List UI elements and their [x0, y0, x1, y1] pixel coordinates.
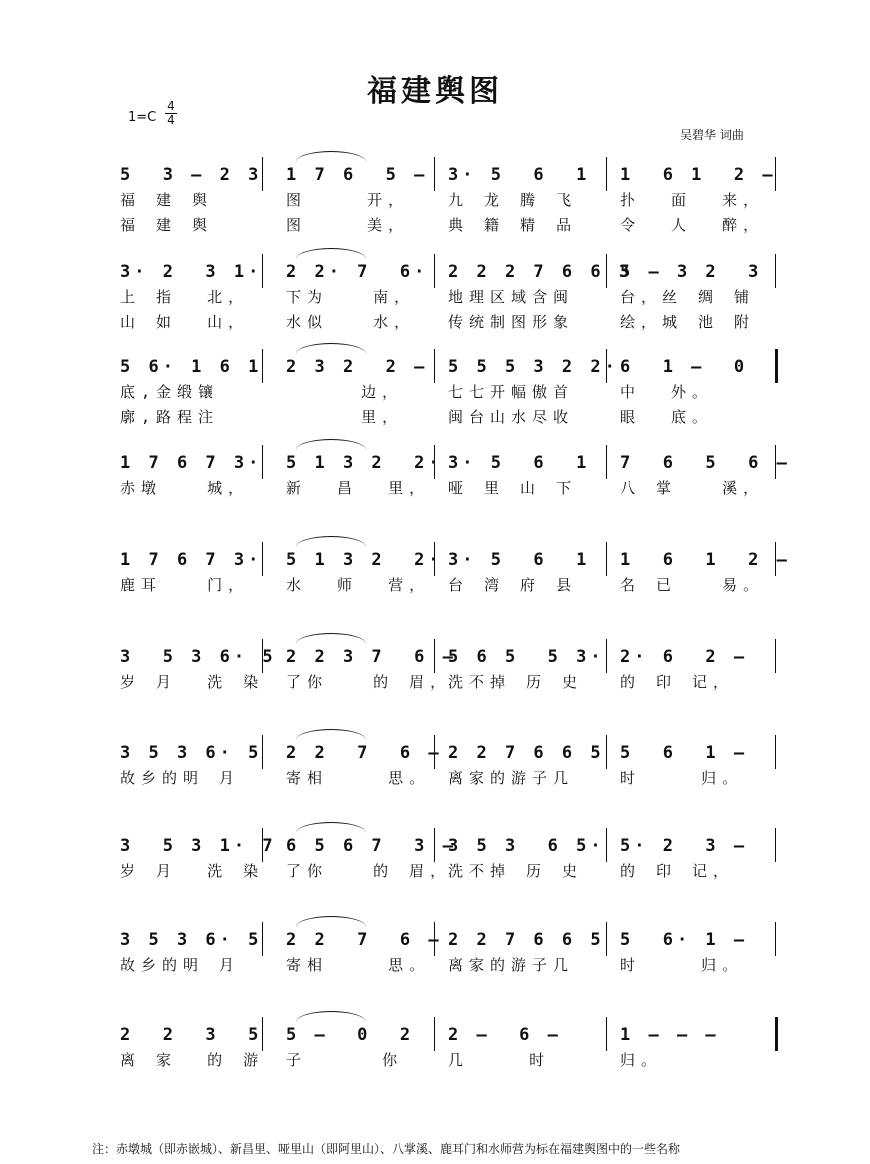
lyric-segment: 名 已 易。 [620, 576, 765, 594]
lyric-segment: 地理区域含闽 [448, 288, 575, 306]
measure-notes: 7 6 5 6 – [620, 453, 791, 473]
lyric-segment: 闽台山水尽收 [448, 408, 575, 426]
lyric-segment: 岁 月 洗 染 [120, 673, 265, 691]
lyric-segment: 底,金缎镶 [120, 383, 220, 401]
measure-notes: 1 7 6 5 – [286, 165, 429, 185]
measure-notes: 1 7 6 7 3· [120, 550, 263, 570]
measure-notes: 3 5 3 6· 5 [120, 743, 263, 763]
key-signature: 1=C [128, 110, 157, 125]
bar-line [606, 1017, 607, 1051]
notes-line [0, 262, 870, 286]
lyric-segment: 台，丝 绸 铺 [620, 288, 756, 306]
lyric-segment: 山 如 山， [120, 313, 250, 331]
bar-line [606, 349, 607, 383]
lyric-segment: 令 人 醉， [620, 216, 765, 234]
lyric-segment: 故乡的明 月 [120, 956, 241, 974]
measure-notes: 2· 6 2 – [620, 647, 749, 667]
lyric-segment: 传统制图形象 [448, 313, 575, 331]
measure-notes: 5 1 3 2 2· [286, 550, 443, 570]
lyric-segment: 福 建 舆 [120, 191, 214, 209]
notes-line [0, 743, 870, 767]
lyric-segment: 离家的游子几 [448, 769, 575, 787]
notes-line [0, 453, 870, 477]
notes-line [0, 165, 870, 189]
time-signature-top: 4 [165, 100, 177, 114]
slur-mark [296, 536, 366, 547]
measure-notes: 2 3 2 2 – [286, 357, 429, 377]
lyric-segment: 离 家 的 游 [120, 1051, 265, 1069]
bar-line [434, 445, 435, 479]
measure-notes: 2 2 7 6 – [286, 743, 443, 763]
measure-notes: 3 5 3 6· 5 [120, 647, 277, 667]
lyric-segment: 图 开， [286, 191, 410, 209]
measure-notes: 5 1 3 2 2· [286, 453, 443, 473]
bar-line [434, 639, 435, 673]
lyric-segment: 了你 的 眉， [286, 673, 452, 691]
bar-line [262, 1017, 263, 1051]
lyric-segment: 九 龙 腾 飞 [448, 191, 578, 209]
slur-mark [296, 822, 366, 833]
slur-mark [296, 439, 366, 450]
song-title: 福建舆图 [367, 74, 503, 109]
slur-mark [296, 729, 366, 740]
bar-line [775, 445, 776, 479]
lyric-segment: 下为 南， [286, 288, 416, 306]
bar-line [606, 542, 607, 576]
lyric-segment: 七七开幅傲首 [448, 383, 575, 401]
bar-line [775, 254, 776, 288]
measure-notes: 5· 2 3 – [620, 836, 749, 856]
measure-notes: 5 6 5 5 3· [448, 647, 605, 667]
measure-notes: 5 – 3 2 3 [620, 262, 763, 282]
notes-line [0, 357, 870, 381]
bar-line [606, 735, 607, 769]
bar-line [262, 445, 263, 479]
bar-line [606, 254, 607, 288]
lyric-segment: 赤墩 城， [120, 479, 250, 497]
measure-notes: 1 – – – [620, 1025, 720, 1045]
lyric-segment: 鹿耳 门， [120, 576, 250, 594]
bar-line [434, 828, 435, 862]
measure-notes: 5 3 – 2 3 [120, 165, 263, 185]
bar-line [434, 542, 435, 576]
lyric-segment: 寄相 思。 [286, 769, 431, 787]
bar-line [775, 735, 776, 769]
bar-line [262, 254, 263, 288]
notes-line [0, 550, 870, 574]
measure-notes: 1 6 1 2 – [620, 165, 777, 185]
lyric-segment: 哑 里 山 下 [448, 479, 578, 497]
measure-notes: 3 5 3 6 5· [448, 836, 605, 856]
measure-notes: 3 5 3 6· 5 [120, 930, 263, 950]
bar-line [775, 922, 776, 956]
bar-line [262, 735, 263, 769]
lyric-segment: 边， [286, 383, 404, 401]
lyric-segment: 了你 的 眉， [286, 862, 452, 880]
measure-notes: 2 2 7 6 6 5 [448, 743, 605, 763]
measure-notes: 3· 2 3 1· [120, 262, 263, 282]
bar-line [775, 542, 776, 576]
measure-notes: 5 6· 1 – [620, 930, 749, 950]
lyric-segment: 时 归。 [620, 769, 744, 787]
footnote: 注：赤墩城（即赤嵌城）、新昌里、哑里山（即阿里山）、八掌溪、鹿耳门和水师营为标在福建舆图中的一些名称 [92, 1142, 681, 1156]
measure-notes: 3· 5 6 1 [448, 165, 591, 185]
lyric-segment: 水 师 营， [286, 576, 431, 594]
measure-notes: 3· 5 6 1 [448, 550, 591, 570]
measure-notes: 2 2 7 6 6 5 [448, 930, 605, 950]
lyric-segment: 的 印 记， [620, 862, 735, 880]
measure-notes: 6 1 – 0 [620, 357, 749, 377]
measure-notes: 5 5 5 3 2 2· [448, 357, 619, 377]
measure-notes: 1 7 6 7 3· [120, 453, 263, 473]
lyric-segment: 故乡的明 月 [120, 769, 241, 787]
bar-line [775, 157, 776, 191]
lyric-segment: 绘，城 池 附 [620, 313, 756, 331]
lyric-segment: 水似 水， [286, 313, 416, 331]
lyric-segment: 福 建 舆 [120, 216, 214, 234]
lyric-segment: 几 时 [448, 1051, 551, 1069]
slur-mark [296, 151, 366, 162]
lyric-segment: 廓,路程注 [120, 408, 220, 426]
lyric-segment: 新 昌 里， [286, 479, 431, 497]
measure-notes: 2 2 3 5 [120, 1025, 263, 1045]
lyric-segment: 洗不掉 历 史 [448, 862, 584, 880]
bar-line [262, 157, 263, 191]
lyric-segment: 时 归。 [620, 956, 744, 974]
bar-line [775, 349, 778, 383]
lyric-segment: 寄相 思。 [286, 956, 431, 974]
notes-line [0, 1025, 870, 1049]
bar-line [434, 157, 435, 191]
measure-notes: 3 5 3 1· 7 [120, 836, 277, 856]
bar-line [606, 157, 607, 191]
bar-line [262, 828, 263, 862]
bar-line [434, 1017, 435, 1051]
bar-line [606, 445, 607, 479]
lyric-segment: 扑 面 来， [620, 191, 765, 209]
measure-notes: 6 5 6 7 3 – [286, 836, 457, 856]
bar-line [434, 922, 435, 956]
bar-line [606, 639, 607, 673]
measure-notes: 2 2 7 6 – [286, 930, 443, 950]
measure-notes: 2 2 3 7 6 – [286, 647, 457, 667]
lyric-segment: 子 你 [286, 1051, 404, 1069]
measure-notes: 3· 5 6 1 [448, 453, 591, 473]
measure-notes: 5 6· 1 6 1 [120, 357, 263, 377]
measure-notes: 2 2· 7 6· [286, 262, 429, 282]
measure-notes: 5 6 1 – [620, 743, 749, 763]
bar-line [434, 349, 435, 383]
measure-notes: 2 – 6 – [448, 1025, 562, 1045]
lyric-segment: 的 印 记， [620, 673, 735, 691]
time-signature [165, 100, 177, 127]
lyric-segment: 典 籍 精 品 [448, 216, 578, 234]
slur-mark [296, 916, 366, 927]
bar-line [775, 639, 776, 673]
lyric-segment: 眼 底。 [620, 408, 714, 426]
bar-line [262, 922, 263, 956]
bar-line [775, 828, 776, 862]
lyric-segment: 岁 月 洗 染 [120, 862, 265, 880]
lyric-segment: 图 美， [286, 216, 410, 234]
notes-line [0, 647, 870, 671]
slur-mark [296, 633, 366, 644]
measure-notes: 1 6 1 2 – [620, 550, 791, 570]
lyric-segment: 八 掌 溪， [620, 479, 765, 497]
lyric-segment: 中 外。 [620, 383, 714, 401]
lyric-segment: 洗不掉 历 史 [448, 673, 584, 691]
bar-line [434, 254, 435, 288]
author-credit: 吴碧华 词曲 [680, 128, 744, 142]
lyric-segment: 离家的游子几 [448, 956, 575, 974]
slur-mark [296, 248, 366, 259]
lyric-segment: 归。 [620, 1051, 663, 1069]
lyric-segment: 台 湾 府 县 [448, 576, 578, 594]
measure-notes: 2 2 2 7 6 6 3 [448, 262, 634, 282]
time-signature-bottom: 4 [167, 113, 175, 127]
notes-line [0, 930, 870, 954]
notes-line [0, 836, 870, 860]
bar-line [262, 542, 263, 576]
lyric-segment: 上 指 北， [120, 288, 250, 306]
slur-mark [296, 343, 366, 354]
bar-line [262, 639, 263, 673]
measure-notes: 5 – 0 2 [286, 1025, 415, 1045]
bar-line [606, 922, 607, 956]
bar-line [606, 828, 607, 862]
lyric-segment: 里， [286, 408, 404, 426]
bar-line [434, 735, 435, 769]
slur-mark [296, 1011, 366, 1022]
bar-line [262, 349, 263, 383]
bar-line [775, 1017, 778, 1051]
